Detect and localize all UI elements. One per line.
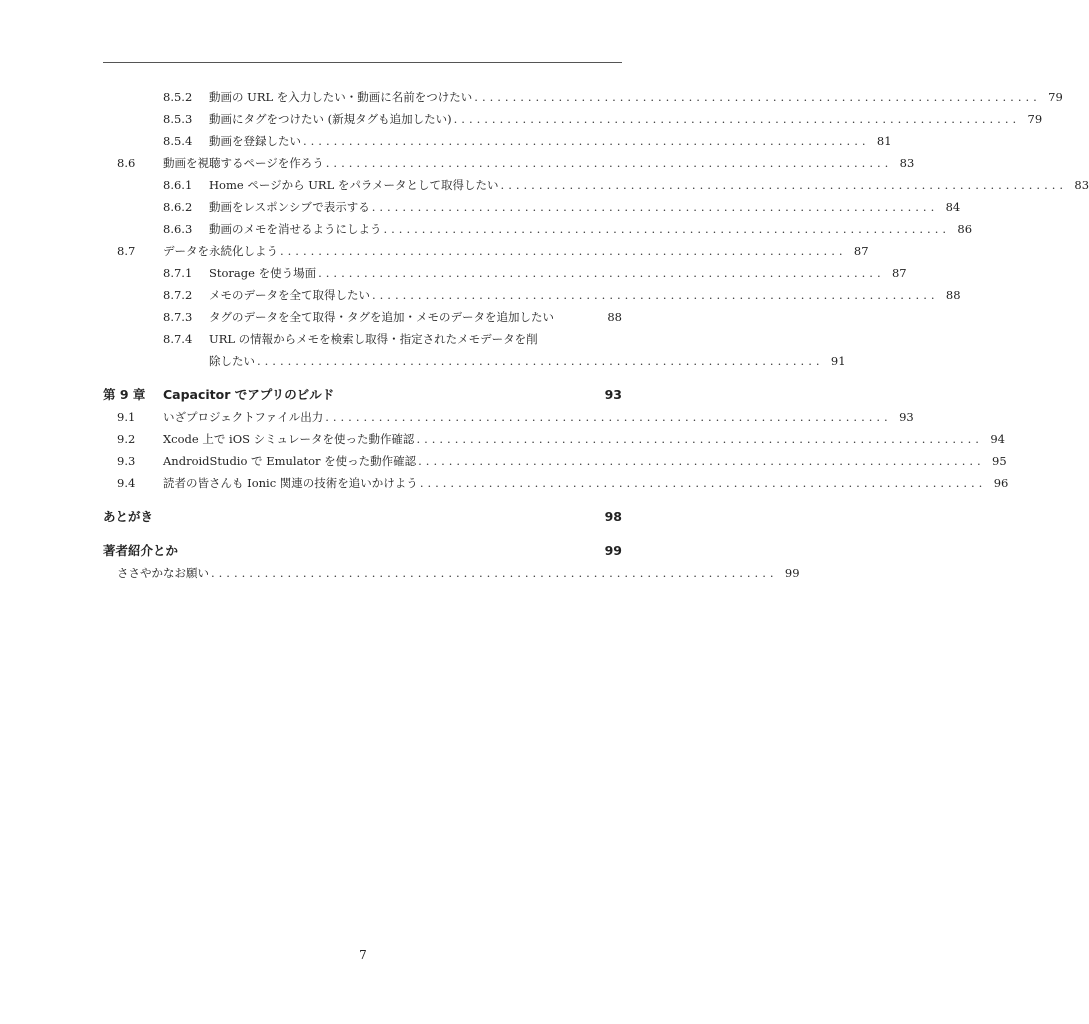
chapter-title: 著者紹介とか (103, 540, 180, 562)
dot-leader: .......................................................................... (303, 134, 870, 148)
dot-leader: .......................................................................... (383, 222, 951, 236)
section-number: 9.4 (117, 476, 136, 490)
toc-author-intro[interactable] (103, 540, 622, 562)
toc-entry-9-2[interactable] (103, 428, 1005, 450)
dot-leader: .......................................................................... (325, 410, 892, 424)
header-rule (103, 62, 622, 63)
section-title: 動画を視聴するページを作ろう (163, 152, 326, 174)
dot-leader: .......................................................................... (500, 178, 1068, 192)
chapter-title: あとがき (103, 506, 155, 528)
section-number: 9.1 (117, 410, 136, 424)
section-number: 8.7.3 (163, 310, 193, 324)
dot-leader: .......................................................................... (418, 454, 985, 468)
section-title: タグのデータを全て取得・タグを追加・メモのデータを追加したい (209, 306, 556, 328)
section-number: 8.7 (117, 244, 136, 258)
section-title: ささやかなお願い (117, 562, 211, 584)
dot-leader: .......................................................................... (318, 266, 885, 280)
toc-entry-9-1[interactable] (103, 406, 914, 428)
toc-entry-8-7-3[interactable] (103, 306, 622, 328)
page-number: 98 (604, 509, 622, 524)
page-number: 83 (899, 156, 915, 170)
toc-entry-8-7-4[interactable] (103, 328, 622, 350)
dot-leader: .......................................................................... (416, 432, 983, 446)
dot-leader: .......................................................................... (280, 244, 847, 258)
table-of-contents (103, 86, 1089, 584)
section-number: 8.7.2 (163, 288, 193, 302)
section-title: データを永続化しよう (163, 240, 280, 262)
page-number: 79 (1048, 90, 1063, 104)
section-title: URL の情報からメモを検索し取得・指定されたメモデータを削 (209, 328, 540, 350)
dot-leader: .......................................................................... (371, 200, 939, 214)
toc-entry-8-5-2[interactable] (103, 86, 1063, 108)
section-number: 8.5.2 (163, 90, 193, 104)
page-number: 87 (853, 244, 869, 258)
dot-leader: .......................................................................... (211, 566, 778, 580)
page-number: 96 (993, 476, 1009, 490)
section-number: 8.6 (117, 156, 136, 170)
section-title: Storage を使う場面 (209, 262, 318, 284)
section-title: AndroidStudio で Emulator を使った動作確認 (163, 450, 418, 472)
section-number: 8.5.3 (163, 112, 193, 126)
section-number: 8.6.3 (163, 222, 193, 236)
toc-entry-8-7-1[interactable] (103, 262, 907, 284)
page-number: 86 (957, 222, 973, 236)
dot-leader: .......................................................................... (372, 288, 939, 302)
page-number: 88 (945, 288, 961, 302)
section-number: 8.7.4 (163, 332, 193, 346)
section-title-continued: 除したい (209, 350, 257, 372)
section-number: 8.6.1 (163, 178, 193, 192)
toc-entry-8-6-3[interactable] (103, 218, 973, 240)
toc-small-request[interactable] (103, 562, 800, 584)
section-title: 動画をレスポンシブで表示する (209, 196, 372, 218)
page-number: 79 (1027, 112, 1043, 126)
section-title: いざプロジェクトファイル出力 (163, 406, 325, 428)
page-number: 91 (830, 354, 846, 368)
section-title: 動画のメモを消せるようにしよう (209, 218, 384, 240)
toc-entry-8-7[interactable] (103, 240, 869, 262)
section-title: 動画を登録したい (209, 130, 303, 152)
section-title: 読者の皆さんも Ionic 関連の技術を追いかけよう (163, 472, 420, 494)
section-title: Xcode 上で iOS シミュレータを使った動作確認 (163, 428, 416, 450)
section-title: 動画にタグをつけたい (新規タグも追加したい) (209, 108, 454, 130)
toc-entry-9-4[interactable] (103, 472, 1009, 494)
toc-entry-8-6-2[interactable] (103, 196, 961, 218)
page-number: 87 (891, 266, 907, 280)
section-number: 8.6.2 (163, 200, 193, 214)
page-number: 95 (992, 454, 1007, 468)
toc-entry-8-6-1[interactable] (103, 174, 1089, 196)
section-number: 8.5.4 (163, 134, 193, 148)
footer-page-number: 7 (359, 948, 367, 962)
dot-leader: .......................................................................... (325, 156, 893, 170)
section-number: 9.2 (117, 432, 136, 446)
page-number: 84 (945, 200, 961, 214)
toc-entry-9-3[interactable] (103, 450, 1007, 472)
chapter-title: Capacitor でアプリのビルド (163, 384, 336, 406)
page-number: 83 (1074, 178, 1089, 192)
toc-entry-8-6[interactable] (103, 152, 915, 174)
section-title: 動画の URL を入力したい・動画に名前をつけたい (209, 86, 474, 108)
toc-entry-8-7-2[interactable] (103, 284, 961, 306)
toc-afterword[interactable] (103, 506, 622, 528)
page-number: 94 (990, 432, 1005, 446)
section-title: Home ページから URL をパラメータとして取得したい (209, 174, 501, 196)
toc-entry-8-7-4-continued[interactable] (103, 350, 846, 372)
toc-chapter-9[interactable] (103, 384, 622, 406)
section-number: 9.3 (117, 454, 136, 468)
dot-leader: .......................................................................... (419, 476, 987, 490)
page-number: 99 (784, 566, 800, 580)
section-number: 8.7.1 (163, 266, 193, 280)
toc-entry-8-5-3[interactable] (103, 108, 1043, 130)
dot-leader: .......................................................................... (257, 354, 824, 368)
chapter-number: 第 9 章 (103, 387, 146, 402)
dot-leader: .......................................................................... (453, 112, 1021, 126)
page-number: 93 (899, 410, 914, 424)
section-title: メモのデータを全て取得したい (209, 284, 372, 306)
dot-leader: .......................................................................... (474, 90, 1041, 104)
page-number: 93 (604, 387, 622, 402)
page-number: 81 (876, 134, 892, 148)
page-number: 88 (607, 310, 622, 324)
toc-entry-8-5-4[interactable] (103, 130, 892, 152)
page-number: 99 (604, 543, 622, 558)
